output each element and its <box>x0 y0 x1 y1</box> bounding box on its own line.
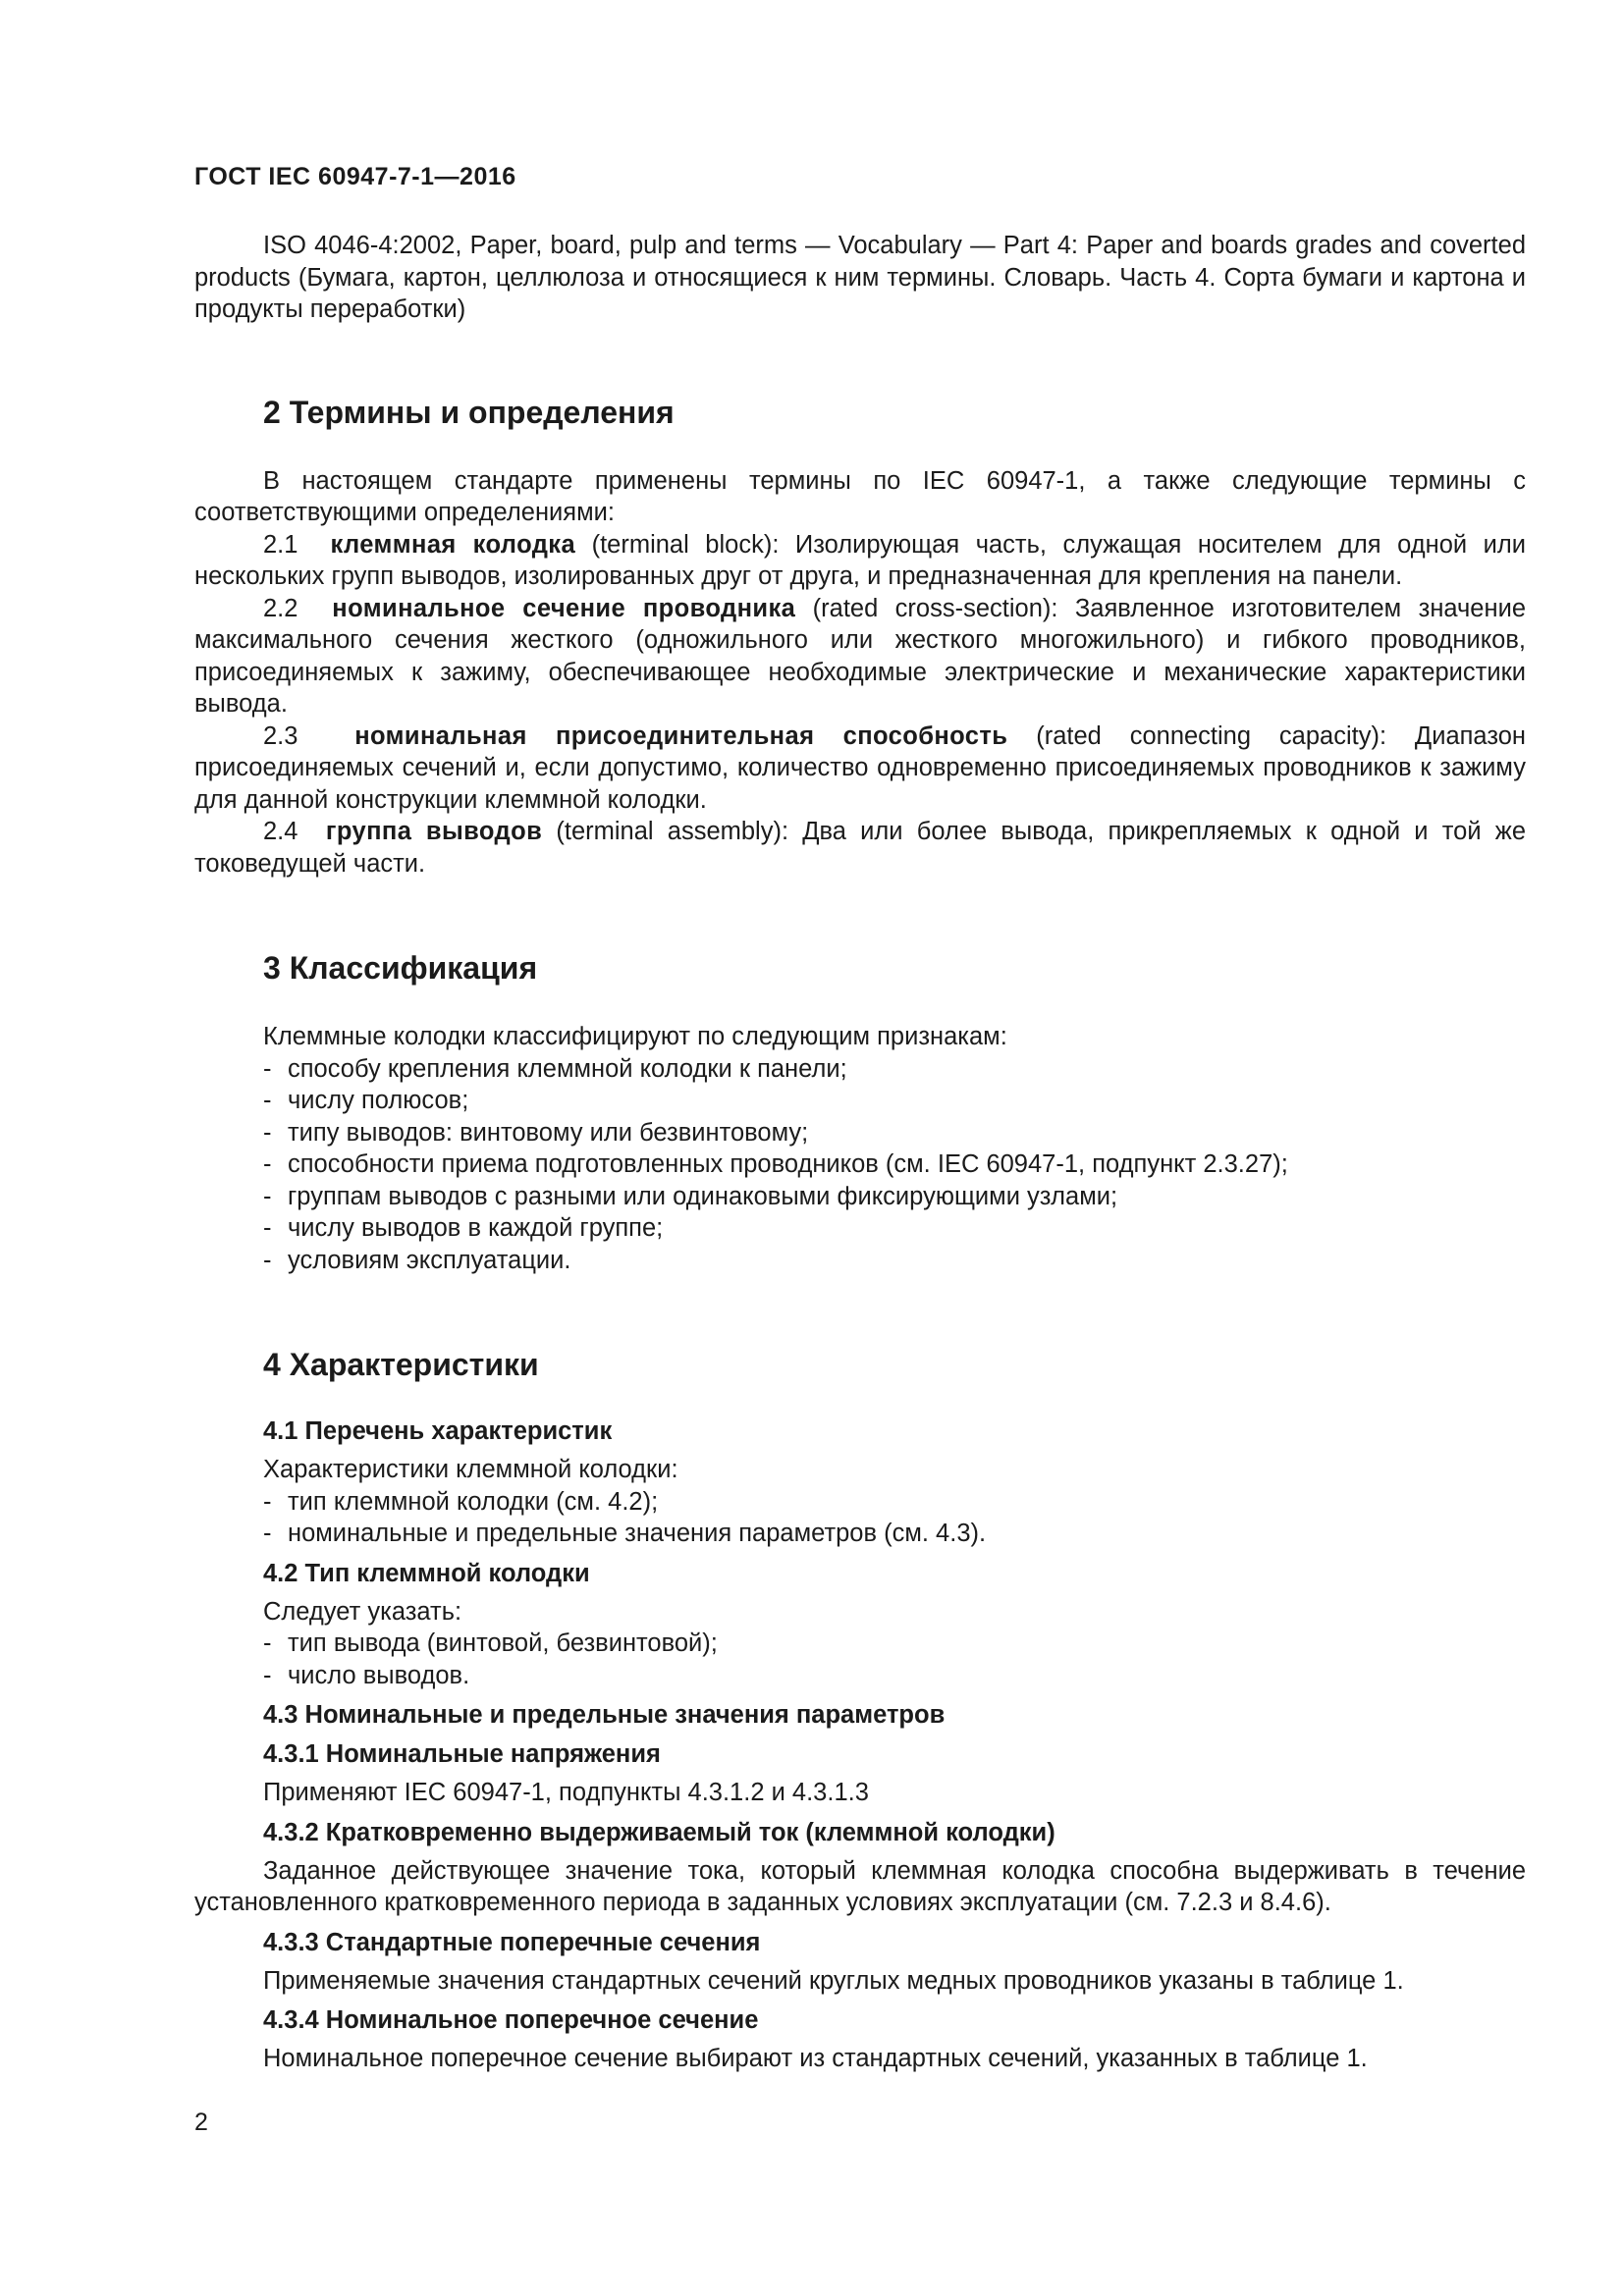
term-name: номинальное сечение проводника <box>332 594 796 622</box>
term-name: группа выводов <box>325 818 543 845</box>
term-number: 2.2 <box>263 594 298 622</box>
classification-list <box>194 1053 1526 1277</box>
term-2-3 <box>194 721 1526 817</box>
subsection-4-3-4-text: Номинальное поперечное сечение выбирают из стандартных сечений, указанных в таблице 1. <box>263 2045 1368 2072</box>
list-item: - условиям эксплуатации. <box>263 1245 1526 1277</box>
term-definition: (rated cross-section): Заявленное изготовителем значение максимального сечения жесткого (одножильного или жесткого многожильного) и гибкого проводников, присоединяемых к зажиму, обеспечивающее необходимые электрические и механические характеристики вывода. <box>194 594 1526 718</box>
subsection-4-3-4-title: 4.3.4 Номинальное поперечное сечение <box>263 2006 759 2034</box>
term-definition: (terminal assembly): Два или более вывода, прикрепляемых к одной и той же токоведущей части. <box>194 818 1527 878</box>
subsection-4-3-2-title: 4.3.2 Кратковременно выдерживаемый ток (клеммной колодки) <box>263 1818 1055 1846</box>
subsection-4-3-1-title: 4.3.1 Номинальные напряжения <box>263 1740 661 1768</box>
type-list <box>194 1628 1526 1691</box>
term-2-4 <box>194 816 1526 880</box>
term-number: 2.3 <box>263 721 298 750</box>
list-item: - тип вывода (винтовой, безвинтовой); <box>263 1628 1526 1660</box>
subsection-4-3-title: 4.3 Номинальные и предельные значения параметров <box>263 1701 946 1729</box>
list-item: - номинальные и предельные значения параметров (см. 4.3). <box>263 1518 1526 1550</box>
subsection-4-3-1-text: Применяют IEC 60947-1, подпункты 4.3.1.2 и 4.3.1.3 <box>263 1779 869 1806</box>
document-header: ГОСТ IEC 60947-7-1—2016 <box>194 163 516 190</box>
subsection-4-2-intro: Следует указать: <box>263 1597 462 1626</box>
content <box>194 230 1526 2075</box>
term-definition: (rated connecting capacity): Диапазон присоединяемых сечений и, если допустимо, количество одновременно присоединяемых проводников к зажиму для данной конструкции клеммной колодки. <box>194 721 1526 814</box>
list-item: - типу выводов: винтовому или безвинтовому; <box>263 1117 1526 1149</box>
subsection-4-1-title: 4.1 Перечень характеристик <box>263 1417 613 1445</box>
subsection-4-2-title: 4.2 Тип клеммной колодки <box>263 1559 590 1587</box>
term-name: номинальная присоединительная способность <box>354 721 1008 750</box>
section-3-title: 3 Классификация <box>263 950 538 986</box>
subsection-4-3-2-text: Заданное действующее значение тока, который клеммная колодка способна выдерживать в течение установленного кратковременного периода в заданных условиях эксплуатации (см. 7.2.3 и 8.4.6). <box>194 1856 1526 1916</box>
term-number: 2.1 <box>263 530 298 559</box>
subsection-4-1-intro: Характеристики клеммной колодки: <box>263 1456 678 1483</box>
list-item: - способности приема подготовленных проводников (см. IEC 60947-1, подпункт 2.3.27); <box>263 1148 1526 1181</box>
characteristics-list <box>194 1486 1526 1550</box>
reference-iso: ISO 4046-4:2002, Paper, board, pulp and terms — Vocabulary — Part 4: Paper and boards grades and coverted products (Бумага, картон, целлюлоза и относящиеся к ним термины. Словарь. Часть 4. Сорта бумаги и картона и продукты переработки) <box>194 232 1526 323</box>
term-2-1 <box>194 529 1526 593</box>
section-4-title: 4 Характеристики <box>263 1347 539 1382</box>
term-number: 2.4 <box>263 818 298 845</box>
section-2-intro: В настоящем стандарте применены термины по IEC 60947-1, а также следующие термины с соответствующими определениями: <box>194 466 1526 526</box>
list-item: - тип клеммной колодки (см. 4.2); <box>263 1486 1526 1519</box>
subsection-4-3-3-title: 4.3.3 Стандартные поперечные сечения <box>263 1928 761 1956</box>
list-item: - числу полюсов; <box>263 1085 1526 1117</box>
list-item: - числу выводов в каждой группе; <box>263 1212 1526 1245</box>
term-definition: (terminal block): Изолирующая часть, служащая носителем для одной или нескольких групп выводов, изолированных друг от друга, и предназначенная для крепления на панели. <box>194 530 1527 590</box>
section-2-title: 2 Термины и определения <box>263 394 675 430</box>
page-number: 2 <box>194 2109 208 2136</box>
list-item: - число выводов. <box>263 1660 1526 1692</box>
term-2-2 <box>194 593 1526 721</box>
section-3-intro: Клеммные колодки классифицируют по следующим признакам: <box>263 1023 1007 1050</box>
subsection-4-3-3-text: Применяемые значения стандартных сечений круглых медных проводников указаны в таблице 1. <box>263 1966 1404 1995</box>
term-name: клеммная колодка <box>330 530 576 559</box>
list-item: - способу крепления клеммной колодки к панели; <box>263 1053 1526 1086</box>
list-item: - группам выводов с разными или одинаковыми фиксирующими узлами; <box>263 1181 1526 1213</box>
